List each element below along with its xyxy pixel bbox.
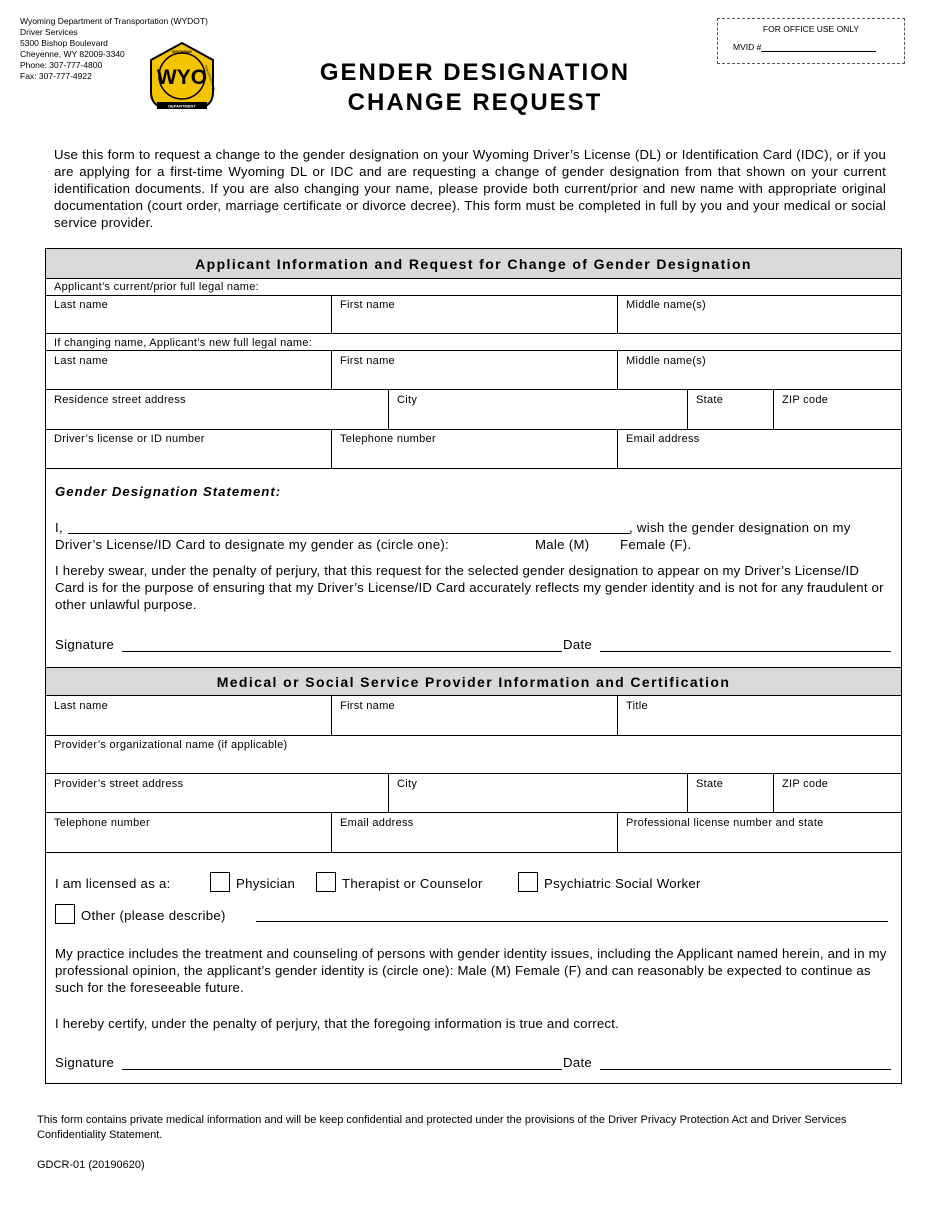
- current-name-label: Applicant’s current/prior full legal name:: [54, 281, 259, 293]
- current-middle-name-field[interactable]: Middle name(s): [626, 299, 707, 311]
- page-title: [260, 58, 690, 118]
- applicant-email-field[interactable]: Email address: [626, 433, 700, 445]
- residence-address-field[interactable]: Residence street address: [54, 394, 186, 406]
- logo-bottom-text: DEPARTMENT: [168, 103, 196, 109]
- provider-phone-field[interactable]: Telephone number: [54, 817, 150, 829]
- logo-right-text: TRANSPORTATION: [203, 64, 217, 92]
- other-label: Other (please describe): [81, 908, 226, 923]
- title-line-2: CHANGE REQUEST: [347, 89, 603, 116]
- provider-section-heading: Medical or Social Service Provider Information and Certification: [46, 667, 901, 696]
- office-use-box: [717, 18, 905, 64]
- statement-female-option[interactable]: Female (F).: [620, 537, 692, 552]
- applicant-section-heading: Applicant Information and Request for Change of Gender Designation: [46, 249, 901, 279]
- social-worker-label: Psychiatric Social Worker: [544, 876, 701, 891]
- perjury-statement: I hereby swear, under the penalty of perjury, that this request for the selected gender designation to appear on my Driver’s License/ID Card is for the purpose of ensuring that my Driver’s License/ID Card accurately reflects my gender identity and is not for any fraudulent or other unlawful purpose.: [55, 563, 884, 612]
- form-code: GDCR-01 (20190620): [37, 1159, 145, 1171]
- new-middle-name-field[interactable]: Middle name(s): [626, 355, 707, 367]
- practice-statement: My practice includes the treatment and counseling of persons with gender identity issues, including the Applicant named herein, and in my professional opinion, the applicant’s gender identity is (circle one): Male (M) Female (F) and can reasonably be expected to continue as such for the foreseeable future.: [55, 946, 887, 995]
- provider-date-line[interactable]: [600, 1069, 891, 1070]
- provider-address-field[interactable]: Provider’s street address: [54, 778, 184, 790]
- applicant-signature-label: Signature: [55, 637, 115, 652]
- residence-state-field[interactable]: State: [696, 394, 724, 406]
- wydot-logo: [143, 40, 221, 114]
- agency-line: Fax: 307-777-4922: [20, 71, 92, 81]
- current-last-name-field[interactable]: Last name: [54, 299, 109, 311]
- current-first-name-field[interactable]: First name: [340, 299, 395, 311]
- residence-zip-field[interactable]: ZIP code: [782, 394, 829, 406]
- other-describe-line[interactable]: [256, 921, 888, 922]
- certify-statement: I hereby certify, under the penalty of perjury, that the foregoing information is true and correct.: [55, 1016, 619, 1031]
- provider-org-field[interactable]: Provider’s organizational name (if applicable): [54, 739, 288, 751]
- licensed-as-label: I am licensed as a:: [55, 876, 171, 891]
- applicant-name-line[interactable]: [68, 533, 630, 534]
- applicant-date-line[interactable]: [600, 651, 891, 652]
- provider-title-field[interactable]: Title: [626, 700, 648, 712]
- agency-line: Cheyenne, WY 82009-3340: [20, 49, 125, 59]
- residence-city-field[interactable]: City: [397, 394, 418, 406]
- agency-line: Driver Services: [20, 27, 78, 37]
- provider-state-field[interactable]: State: [696, 778, 724, 790]
- provider-signature-line[interactable]: [122, 1069, 562, 1070]
- mvid-field[interactable]: [761, 42, 876, 52]
- provider-city-field[interactable]: City: [397, 778, 418, 790]
- therapist-label: Therapist or Counselor: [342, 876, 483, 891]
- logo-top-text: WYOMING: [172, 49, 192, 54]
- agency-line: Wyoming Department of Transportation (WYDOT): [20, 16, 208, 26]
- therapist-checkbox[interactable]: [316, 872, 336, 892]
- applicant-signature-line[interactable]: [122, 651, 562, 652]
- provider-zip-field[interactable]: ZIP code: [782, 778, 829, 790]
- statement-circle-text: Driver’s License/ID Card to designate my gender as (circle one):: [55, 537, 449, 552]
- title-line-1: GENDER DESIGNATION: [319, 59, 631, 86]
- office-use-heading: FOR OFFICE USE ONLY: [762, 24, 860, 34]
- social-worker-checkbox[interactable]: [518, 872, 538, 892]
- applicant-date-label: Date: [563, 637, 593, 652]
- applicant-phone-field[interactable]: Telephone number: [340, 433, 436, 445]
- logo-letters: WYO: [156, 66, 208, 89]
- intro-paragraph: Use this form to request a change to the gender designation on your Wyoming Driver’s License (DL) or Identification Card (IDC), or if you are applying for a first-time Wyoming DL or IDC and are requesting a change of gender designation from that shown on your current identification documents. If you are also changing your name, please provide both current/prior and new name with appropriate original documentation (court order, marriage certificate or divorce decree). This form must be completed in full by you and your medical or social service provider.: [54, 147, 886, 230]
- agency-line: Phone: 307-777-4800: [20, 60, 103, 70]
- new-first-name-field[interactable]: First name: [340, 355, 395, 367]
- mvid-label: MVID #: [733, 42, 762, 52]
- statement-wish: , wish the gender designation on my: [629, 520, 851, 535]
- form-table: [45, 248, 902, 1084]
- physician-label: Physician: [236, 876, 296, 891]
- agency-line: 5300 Bishop Boulevard: [20, 38, 108, 48]
- provider-email-field[interactable]: Email address: [340, 817, 414, 829]
- new-name-label: If changing name, Applicant’s new full legal name:: [54, 337, 313, 349]
- license-number-field[interactable]: Driver’s license or ID number: [54, 433, 205, 445]
- provider-last-name-field[interactable]: Last name: [54, 700, 109, 712]
- provider-first-name-field[interactable]: First name: [340, 700, 395, 712]
- provider-signature-label: Signature: [55, 1055, 115, 1070]
- statement-male-option[interactable]: Male (M): [535, 537, 590, 552]
- statement-heading: Gender Designation Statement:: [55, 484, 282, 499]
- physician-checkbox[interactable]: [210, 872, 230, 892]
- provider-license-field[interactable]: Professional license number and state: [626, 817, 824, 829]
- confidentiality-notice: This form contains private medical information and will be keep confidential and protected under the provisions of the Driver Privacy Protection Act and Driver Services Confidentiality Statement.: [37, 1114, 847, 1141]
- statement-i: I,: [55, 520, 63, 535]
- other-checkbox[interactable]: [55, 904, 75, 924]
- provider-date-label: Date: [563, 1055, 593, 1070]
- new-last-name-field[interactable]: Last name: [54, 355, 109, 367]
